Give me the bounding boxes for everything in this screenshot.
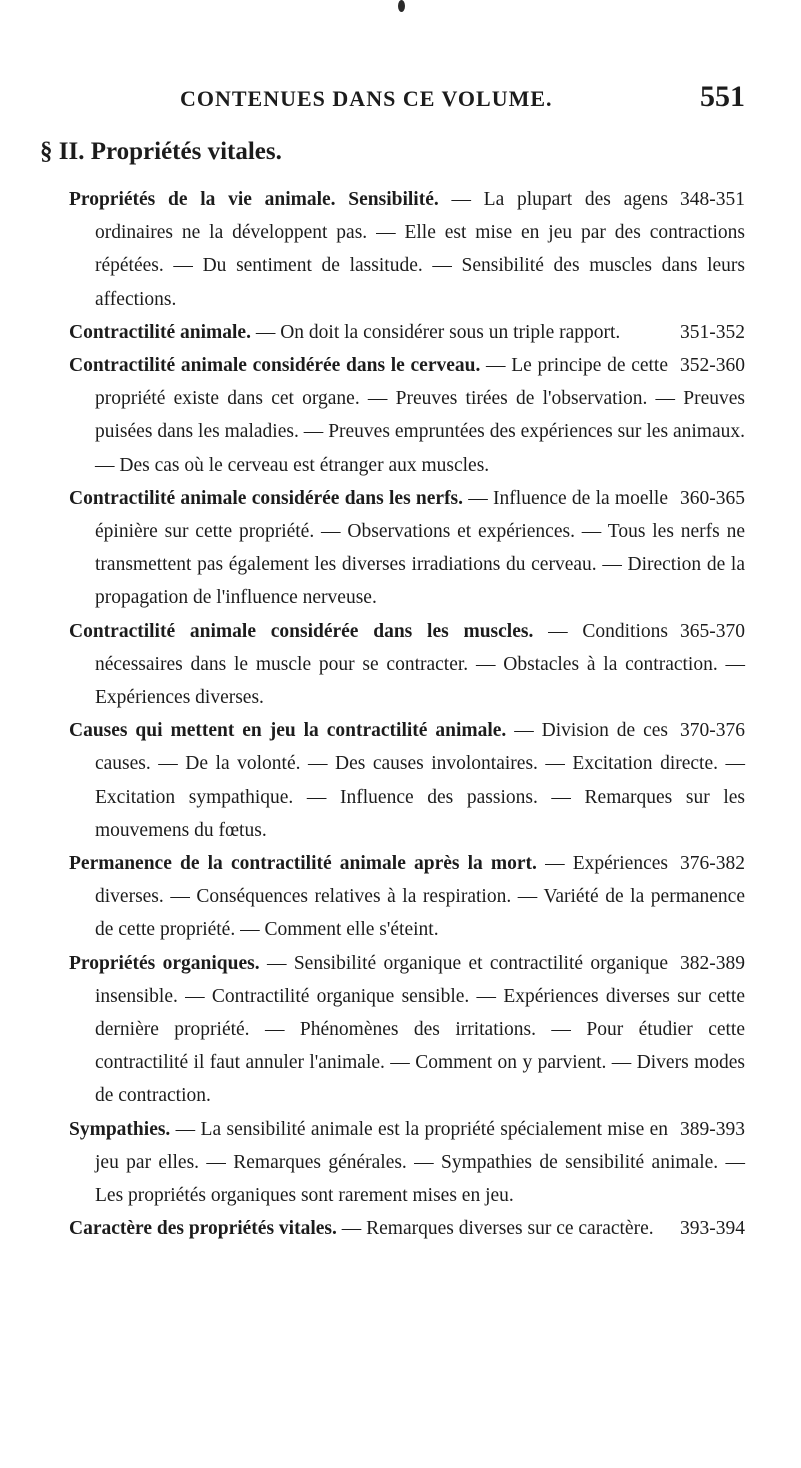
entry-text: — On doit la considérer sous un triple rapport. — [250, 321, 621, 343]
toc-entry — [69, 482, 745, 615]
page-range: 389-393 — [680, 1118, 745, 1140]
entry-text: — La sensibilité animale est la propriété spécialement mise en jeu par elles. — Remarques générales. — Sympathies de sensibilité animale. — Les propriétés organiques sont rarement mises en jeu. — [95, 1118, 745, 1207]
toc-entry — [69, 714, 745, 847]
entry-title: Causes qui mettent en jeu la contractilité animale. — [69, 720, 507, 742]
page-range: 376-382 — [680, 853, 745, 875]
section-heading: § II. Propriétés vitales. — [40, 138, 282, 165]
entry-title: Permanence de la contractilité animale après la mort. — [69, 853, 537, 875]
toc-entry — [69, 349, 745, 482]
page-range: 351-352 — [680, 321, 745, 343]
entry-text: — Conditions nécessaires dans le muscle pour se contracter. — Obstacles à la contraction. — Expériences diverses. — [95, 620, 745, 709]
entry-text: — Division de ces causes. — De la volonté. — Des causes involontaires. — Excitation directe. — Excitation sympathique. — Influence des passions. — Remarques sur les mouvemens du fœtus. — [95, 720, 745, 841]
running-header — [0, 78, 801, 118]
entry-text: — Expériences diverses. — Conséquences relatives à la respiration. — Variété de la permanence de cette propriété. — Comment elle s'éteint. — [95, 853, 745, 941]
table-of-contents — [0, 183, 801, 1246]
entry-title: Contractilité animale. — [69, 321, 251, 343]
page-range: 393-394 — [680, 1218, 745, 1240]
entry-title: Propriétés organiques. — [69, 952, 260, 974]
entry-title: Contractilité animale considérée dans le cerveau. — [69, 355, 481, 377]
page-range: 360-365 — [680, 487, 745, 509]
page-range: 365-370 — [680, 620, 745, 642]
toc-entry — [69, 615, 745, 715]
toc-entry — [69, 316, 745, 349]
entry-title: Contractilité animale considérée dans les nerfs. — [69, 487, 464, 509]
entry-title: Propriétés de la vie animale. Sensibilité. — [69, 189, 439, 210]
toc-entry — [69, 847, 745, 947]
entry-text: — Remarques diverses sur ce caractère. — [336, 1218, 654, 1240]
page-range: 382-389 — [680, 952, 745, 974]
page-range: 370-376 — [680, 720, 745, 742]
entry-text: — Influence de la moelle épinière sur cette propriété. — Observations et expériences. — Tous les nerfs ne transmettent pas également les diverses irradiations du cerveau. — Direction de la propagation de l'influence nerveuse. — [95, 487, 745, 609]
ink-mark — [398, 0, 405, 12]
entry-text: — Sensibilité organique et contractilité organique insensible. — Contractilité organique sensible. — Expériences diverses sur cette dernière propriété. — Phénomènes des irritations. — Pour étudier cette contractilité il faut annuler l'animale. — Comment on y parvient. — Divers modes de contraction. — [95, 952, 745, 1107]
toc-entry — [69, 1212, 745, 1245]
toc-entry — [69, 1113, 745, 1213]
entry-title: Caractère des propriétés vitales. — [69, 1218, 337, 1240]
page-range: 352-360 — [680, 355, 745, 377]
entry-text: — Le principe de cette propriété existe dans cet organe. — Preuves tirées de l'observation. — Preuves puisées dans les maladies. — Preuves empruntées des expériences sur les animaux. — Des cas où le cerveau est étranger aux muscles. — [95, 355, 745, 476]
page-range: 348-351 — [680, 189, 745, 210]
toc-entry — [69, 947, 745, 1113]
entry-title: Sympathies. — [69, 1118, 171, 1140]
running-title: CONTENUES DANS CE VOLUME. — [180, 86, 553, 111]
toc-entry — [69, 183, 745, 316]
entry-text: — La plupart des agens ordinaires ne la développent pas. — Elle est mise en jeu par des contractions répétées. — Du sentiment de lassitude. — Sensibilité des muscles dans leurs affections. — [95, 189, 745, 310]
entry-title: Contractilité animale considérée dans les muscles. — [69, 620, 534, 642]
page-number: 551 — [700, 80, 745, 113]
